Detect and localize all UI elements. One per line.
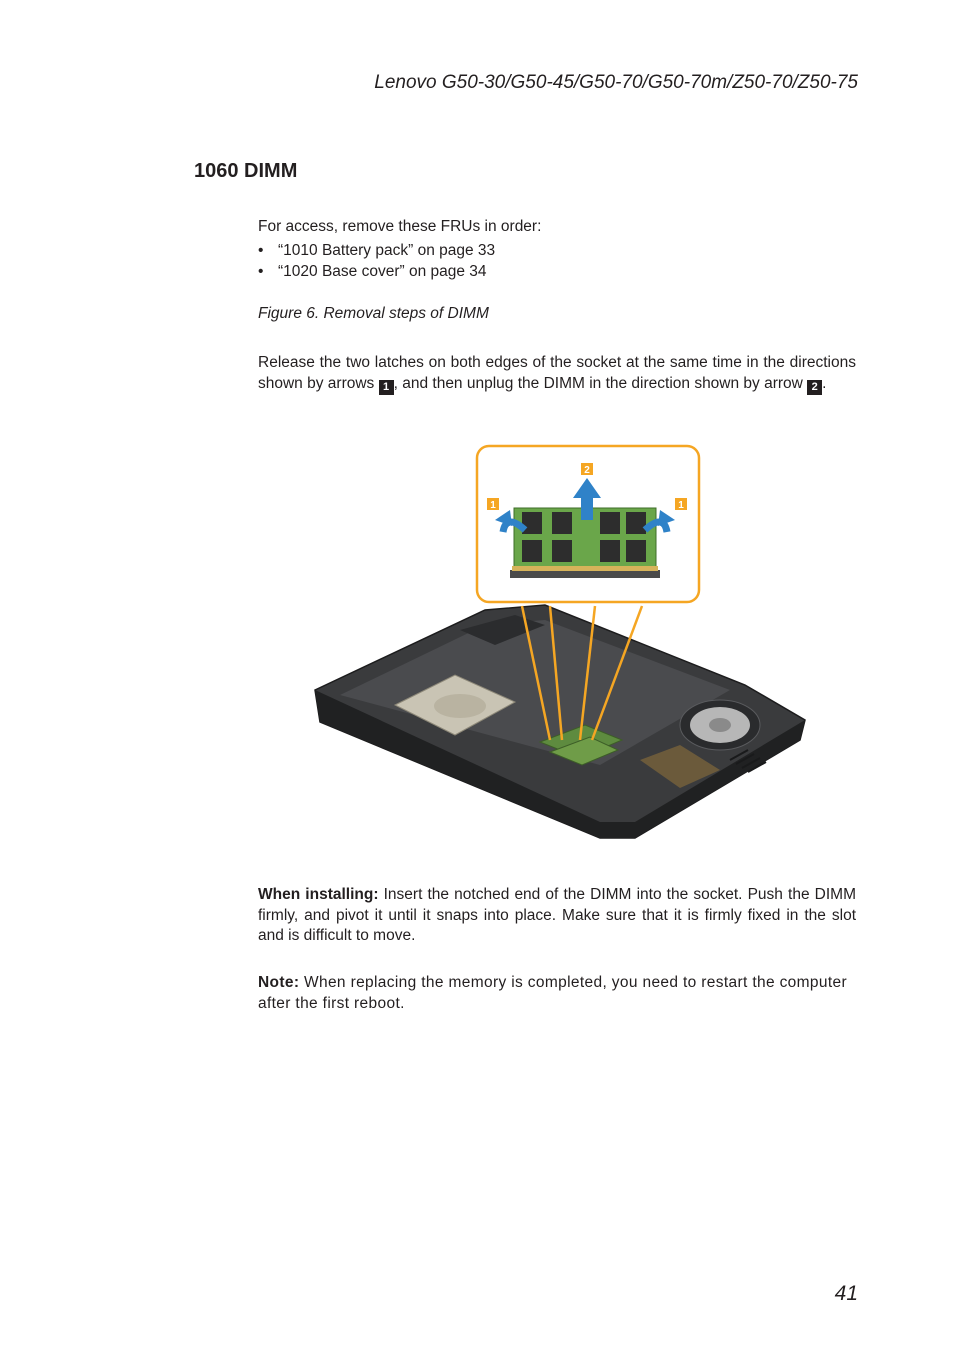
callout-badge-top <box>581 463 593 476</box>
prereq-intro: For access, remove these FRUs in order: <box>258 218 542 235</box>
installation-label: When installing: <box>258 886 379 903</box>
svg-text:1: 1 <box>490 500 496 511</box>
bullet-icon: • <box>258 242 264 259</box>
cooling-fan-illustration <box>680 700 760 750</box>
callout-badge-left <box>487 498 499 511</box>
bullet-icon: • <box>258 262 264 280</box>
list-item <box>258 241 495 262</box>
dimm-removal-figure <box>300 440 820 845</box>
installation-note: When installing: Insert the notched end of the DIMM into the socket. Push the DIMM firmly, and pivot it until it snaps into place. Make sure that it is firmly fixed in the slot and is difficult to move. <box>258 886 857 944</box>
list-item <box>258 262 495 283</box>
step-number-badge: 1 <box>379 380 394 395</box>
callout-badge-right <box>675 498 687 511</box>
page-number: 41 <box>834 1282 858 1305</box>
memory-note: Note: When replacing the memory is completed, you need to restart the computer after the first reboot. <box>258 974 847 1012</box>
prereq-item-battery: “1010 Battery pack” on page 33 <box>278 242 496 259</box>
removal-step-text: Release the two latches on both edges of the socket at the same time in the directions shown by arrows 1 , and then unplug the DIMM in the direction shown by arrow 2 . <box>258 354 856 393</box>
svg-text:2: 2 <box>584 465 590 476</box>
prereq-item-base-cover: “1020 Base cover” on page 34 <box>278 262 487 280</box>
step-number-badge: 2 <box>807 380 822 395</box>
figure-caption: Figure 6. Removal steps of DIMM <box>258 305 489 322</box>
svg-text:1: 1 <box>678 500 684 511</box>
prereq-list <box>258 241 495 282</box>
note-label: Note: <box>258 974 300 991</box>
section-title: 1060 DIMM <box>194 160 298 182</box>
running-header: Lenovo G50-30/G50-45/G50-70/G50-70m/Z50-70/Z50-75 <box>374 72 858 93</box>
